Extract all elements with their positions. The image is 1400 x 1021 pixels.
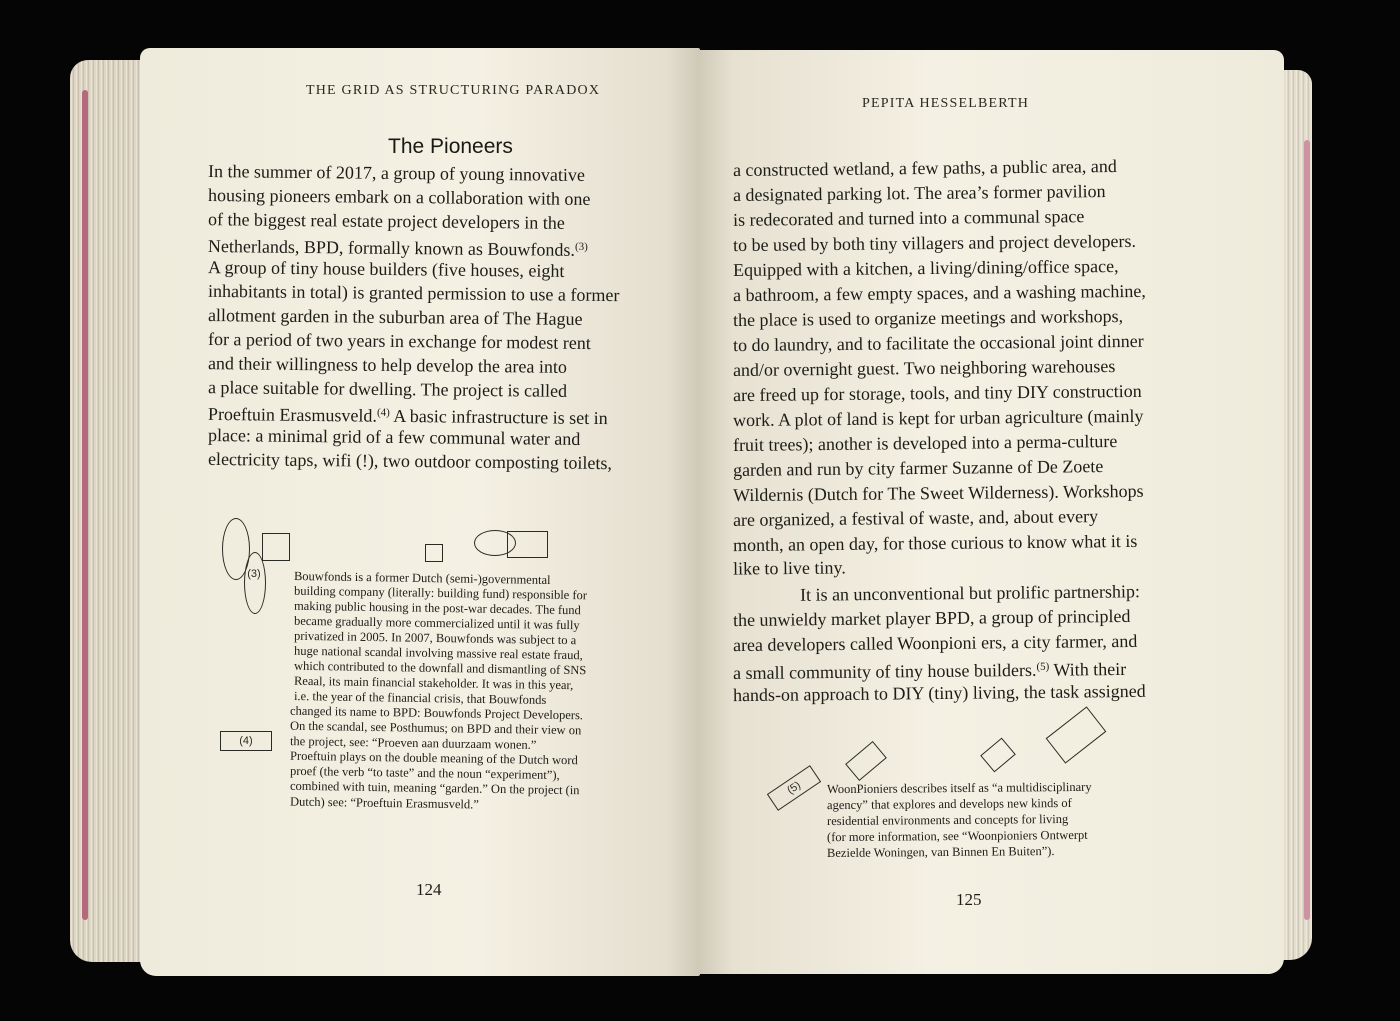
running-head-right: PEPITA HESSELBERTH	[862, 96, 1030, 111]
body-line: the unwieldy market player BPD, a group of principled	[732, 605, 1131, 631]
footnote-line: On the scandal, see Posthumus; on BPD and their view on	[289, 718, 582, 738]
footnote-line: WoonPioniers describes itself as “a multidisciplinary	[826, 779, 1092, 797]
footnote-line: combined with tuin, meaning “garden.” On the project (in	[289, 778, 580, 798]
grid-rectangle-shape	[507, 531, 548, 558]
body-line: like to live tiny.	[732, 557, 846, 579]
body-line-text: A basic infrastructure is set in	[389, 405, 608, 429]
grid-ellipse-shape	[244, 552, 266, 614]
footnote-line: the project, see: “Proeven aan duurzaam wonen.”	[289, 734, 537, 752]
footnote-line: became gradually more commercialized until it was fully	[293, 613, 580, 633]
body-line: for a period of two years in exchange for modest rent	[207, 328, 591, 354]
body-line: inhabitants in total) is granted permission to use a former	[207, 280, 620, 306]
body-line: It is an unconventional but prolific partnership:	[799, 581, 1141, 605]
footnote-marker-3: (3)	[247, 568, 261, 580]
grid-square-shape	[262, 533, 290, 561]
body-line: place: a minimal grid of a few communal water and	[207, 425, 581, 449]
body-line: are organized, a festival of waste, and, about every	[732, 506, 1099, 530]
body-line: garden and run by city farmer Suzanne of De Zoete	[732, 456, 1104, 480]
page-number-right: 125	[956, 890, 982, 909]
footnote-ref-4: (4)	[376, 406, 390, 419]
footnote-line: Bouwfonds is a former Dutch (semi-)governmental	[293, 568, 551, 588]
footnote-line: residential environments and concepts for living	[826, 811, 1069, 829]
section-title: The Pioneers	[388, 135, 513, 158]
footnote-marker-5: (5)	[767, 765, 821, 811]
footnote-marker-4: (4)	[220, 731, 272, 751]
body-line: housing pioneers embark on a collaboration with one	[207, 184, 591, 210]
body-line: to be used by both tiny villagers and project developers.	[732, 230, 1136, 256]
footnote-line: Proeftuin plays on the double meaning of the Dutch word	[289, 748, 578, 768]
body-line: allotment garden in the suburban area of The Hague	[207, 305, 583, 329]
footnote-ref-5: (5)	[1036, 660, 1050, 673]
body-line: area developers called Woonpioni ers, a city farmer, and	[732, 630, 1138, 656]
footnote-line: proef (the verb “to taste” and the noun “experiment”),	[289, 763, 560, 783]
body-line: Equipped with a kitchen, a living/dining/office space,	[732, 255, 1119, 281]
body-line: A group of tiny house builders (five houses, eight	[207, 257, 565, 281]
footnote-line: Dutch) see: “Proeftuin Erasmusveld.”	[289, 794, 479, 812]
book-page-edges-pink-left	[82, 90, 88, 920]
body-line: of the biggest real estate project developers in the	[207, 209, 565, 233]
body-line: the place is used to organize meetings and workshops,	[732, 305, 1124, 331]
body-line: work. A plot of land is kept for urban agriculture (mainly	[732, 405, 1144, 431]
footnote-line: privatized in 2005. In 2007, Bouwfonds was subject to a	[293, 628, 577, 648]
body-line: Wildernis (Dutch for The Sweet Wilderness). Workshops	[732, 480, 1144, 506]
body-line: a place suitable for dwelling. The project is called	[207, 377, 568, 401]
body-line: month, an open day, for those curious to know what it is	[732, 530, 1138, 556]
body-line: fruit trees); another is developed into a perma-culture	[732, 430, 1118, 456]
running-head-left: THE GRID AS STRUCTURING PARADOX	[306, 83, 601, 98]
book-page-edges-pink-right	[1304, 140, 1310, 920]
body-line: a bathroom, a few empty spaces, and a washing machine,	[732, 280, 1146, 306]
body-line-text: Proeftuin Erasmusveld.	[207, 403, 378, 426]
footnote-line: changed its name to BPD: Bouwfonds Project Developers.	[289, 703, 584, 723]
grid-square-shape	[425, 544, 443, 562]
body-line: hands-on approach to DIY (tiny) living, the task assigned	[732, 680, 1146, 706]
body-line: In the summer of 2017, a group of young innovative	[207, 161, 586, 185]
body-line-text: a small community of tiny house builders.	[732, 659, 1037, 684]
footnote-line: Reaal, its main financial stakeholder. It was in this year,	[293, 673, 574, 693]
body-line: electricity taps, wifi (!), two outdoor composting toilets,	[207, 448, 613, 474]
footnote-line: agency” that explores and develops new kinds of	[826, 795, 1072, 813]
footnote-line: i.e. the year of the financial crisis, that Bouwfonds	[293, 689, 547, 707]
body-line: and their willingness to help develop the area into	[207, 353, 568, 377]
footnote-line: building company (literally: building fund) responsible for	[293, 583, 588, 603]
body-line-text: Netherlands, BPD, formally known as Bouwfonds.	[207, 236, 576, 260]
body-line: and/or overnight guest. Two neighboring warehouses	[732, 355, 1116, 381]
body-line: a designated parking lot. The area’s former pavilion	[732, 181, 1106, 205]
body-line: are freed up for storage, tools, and tiny DIY construction	[732, 380, 1142, 406]
body-line-text: With their	[1049, 658, 1127, 680]
footnote-line: making public housing in the post-war decades. The fund	[293, 598, 581, 618]
body-line: is redecorated and turned into a communal space	[732, 206, 1085, 230]
footnote-ref-3: (3)	[574, 240, 588, 253]
body-line: to do laundry, and to facilitate the occasional joint dinner	[732, 330, 1144, 356]
footnote-line: huge national scandal involving massive real estate fraud,	[293, 643, 583, 663]
footnote-line: which contributed to the downfall and dismantling of SNS	[293, 658, 587, 678]
page-number-left: 124	[416, 880, 442, 899]
footnote-line: Bezielde Woningen, van Binnen En Buiten”).	[826, 844, 1055, 860]
body-line: a constructed wetland, a few paths, a public area, and	[732, 155, 1117, 181]
footnote-line: (for more information, see “Woonpioniers Ontwerpt	[826, 827, 1088, 845]
